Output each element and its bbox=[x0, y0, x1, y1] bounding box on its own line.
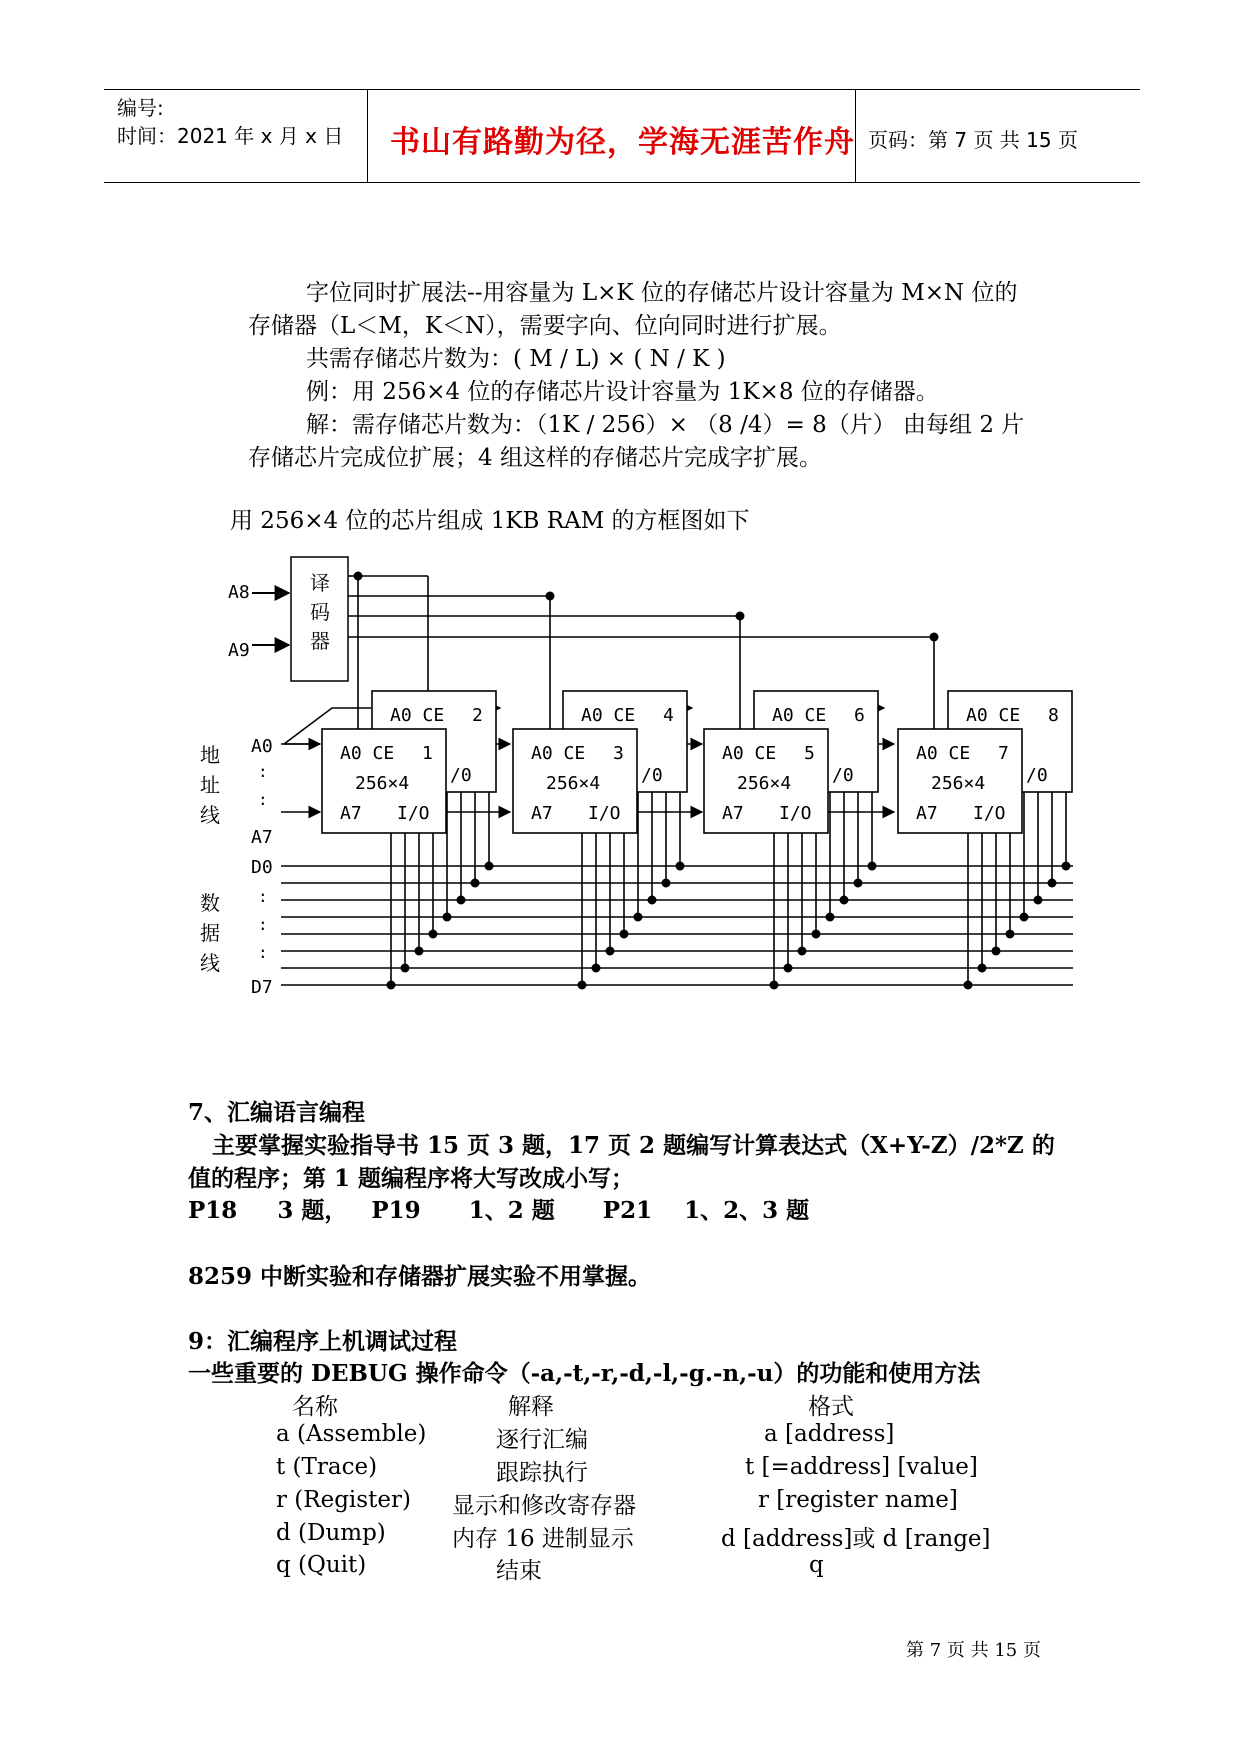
junction-dot bbox=[930, 633, 939, 642]
data-dot-2: : bbox=[258, 915, 268, 934]
debug-row-name: a (Assemble) bbox=[276, 1421, 427, 1447]
chip-size-label: 256×4 bbox=[931, 773, 986, 794]
junction-dot bbox=[798, 947, 807, 956]
debug-row-name: r (Register) bbox=[276, 1487, 411, 1513]
chip-a7-label: A7 bbox=[531, 803, 553, 824]
label-d7: D7 bbox=[251, 977, 273, 998]
junction-dot bbox=[485, 862, 494, 871]
chip-pin-label: A0 CE bbox=[390, 705, 445, 726]
chip-number: 7 bbox=[998, 743, 1009, 764]
decoder-char-3: 器 bbox=[310, 629, 330, 653]
chip-pin-label: A0 CE bbox=[916, 743, 971, 764]
addr-char-2: 址 bbox=[200, 773, 220, 797]
section9-subtitle: 一些重要的 DEBUG 操作命令（-a,-t,-r,-d,-l,-g.-n,-u）的功能和使用方法 bbox=[188, 1360, 981, 1387]
section7-line-3: P18 3 题， P19 1、2 题 P21 1、2、3 题 bbox=[188, 1197, 810, 1224]
chip-number: 4 bbox=[663, 705, 674, 726]
chip-io-label: I/O bbox=[397, 803, 430, 824]
chip-size-label: 256×4 bbox=[355, 773, 410, 794]
junction-dot bbox=[784, 964, 793, 973]
label-d0: D0 bbox=[251, 857, 273, 878]
label-a0: A0 bbox=[251, 736, 273, 757]
header-page-label: 页码：第 7 页 共 15 页 bbox=[868, 128, 1078, 152]
junction-dot bbox=[415, 947, 424, 956]
label-a9: A9 bbox=[228, 640, 250, 661]
chip-io-label: /0 bbox=[641, 765, 663, 786]
debug-row-name: d (Dump) bbox=[276, 1520, 386, 1546]
junction-dot bbox=[1020, 913, 1029, 922]
junction-dot bbox=[401, 964, 410, 973]
debug-row-desc: 逐行汇编 bbox=[496, 1427, 588, 1453]
junction-dot bbox=[964, 981, 973, 990]
junction-dot bbox=[736, 612, 745, 621]
intro-line-4: 例：用 256×4 位的存储芯片设计容量为 1K×8 位的存储器。 bbox=[306, 379, 939, 405]
intro-line-5: 解：需存储芯片数为：（1K / 256）× （8 /4）= 8（片） 由每组 2 片 bbox=[306, 412, 1025, 438]
chip-pin-label: A0 CE bbox=[772, 705, 827, 726]
junction-dot bbox=[620, 930, 629, 939]
section7-line-1: 主要掌握实验指导书 15 页 3 题，17 页 2 题编写计算表达式（X+Y-Z）/2*Z 的 bbox=[212, 1132, 1055, 1159]
junction-dot bbox=[868, 862, 877, 871]
debug-header-name: 名称 bbox=[292, 1394, 338, 1420]
debug-row-desc: 跟踪执行 bbox=[496, 1460, 588, 1486]
debug-row-format: t [=address] [value] bbox=[745, 1454, 978, 1480]
junction-dot bbox=[387, 981, 396, 990]
chip-number: 2 bbox=[472, 705, 483, 726]
data-char-3: 线 bbox=[200, 951, 220, 975]
debug-row-format: a [address] bbox=[764, 1421, 895, 1447]
debug-row-desc: 内存 16 进制显示 bbox=[452, 1526, 634, 1552]
chip-io-label: I/O bbox=[779, 803, 812, 824]
header-number-label: 编号: bbox=[117, 96, 164, 120]
chip-pin-label: A0 CE bbox=[340, 743, 395, 764]
chip-pin-label: A0 CE bbox=[531, 743, 586, 764]
junction-dot bbox=[840, 896, 849, 905]
chip-number: 6 bbox=[854, 705, 865, 726]
decoder-char-1: 译 bbox=[310, 571, 330, 595]
page-footer: 第 7 页 共 15 页 bbox=[906, 1640, 1041, 1661]
junction-dot bbox=[578, 981, 587, 990]
chip-a7-label: A7 bbox=[916, 803, 938, 824]
junction-dot bbox=[471, 879, 480, 888]
memory-chip-front bbox=[513, 729, 637, 833]
chip-size-label: 256×4 bbox=[737, 773, 792, 794]
decoder-char-2: 码 bbox=[310, 600, 330, 624]
junction-dot bbox=[854, 879, 863, 888]
junction-dot bbox=[634, 913, 643, 922]
junction-dot bbox=[1062, 862, 1071, 871]
section7-line-2: 值的程序；第 1 题编程序将大写改成小写； bbox=[188, 1165, 635, 1192]
data-dot-3: : bbox=[258, 943, 268, 962]
debug-header-format: 格式 bbox=[808, 1394, 854, 1420]
junction-dot bbox=[1034, 896, 1043, 905]
chip-number: 3 bbox=[613, 743, 624, 764]
chip-io-label: I/O bbox=[973, 803, 1006, 824]
chip-number: 5 bbox=[804, 743, 815, 764]
junction-dot bbox=[443, 913, 452, 922]
intro-line-2: 存储器（L＜M，K＜N），需要字向、位向同时进行扩展。 bbox=[248, 313, 842, 339]
chip-pin-label: A0 CE bbox=[722, 743, 777, 764]
junction-dot bbox=[592, 964, 601, 973]
note-8259: 8259 中断实验和存储器扩展实验不用掌握。 bbox=[188, 1263, 652, 1290]
debug-row-name: t (Trace) bbox=[276, 1454, 378, 1480]
debug-row-format: q bbox=[809, 1552, 824, 1578]
chip-io-label: /0 bbox=[450, 765, 472, 786]
memory-chip-front bbox=[322, 729, 446, 833]
label-a8: A8 bbox=[228, 582, 250, 603]
junction-dot bbox=[1006, 930, 1015, 939]
addr-char-1: 地 bbox=[200, 743, 220, 767]
chip-a7-label: A7 bbox=[340, 803, 362, 824]
intro-line-6: 存储芯片完成位扩展；4 组这样的存储芯片完成字扩展。 bbox=[248, 445, 822, 471]
header-time-label: 时间：2021 年 x 月 x 日 bbox=[117, 124, 344, 148]
chip-pin-label: A0 CE bbox=[581, 705, 636, 726]
junction-dot bbox=[648, 896, 657, 905]
header-motto: 书山有路勤为径，学海无涯苦作舟 bbox=[390, 125, 855, 160]
junction-dot bbox=[457, 896, 466, 905]
junction-dot bbox=[812, 930, 821, 939]
data-char-2: 据 bbox=[200, 921, 220, 945]
addr-dot-2: : bbox=[258, 790, 268, 809]
debug-row-format: r [register name] bbox=[758, 1487, 958, 1513]
junction-dot bbox=[992, 947, 1001, 956]
chip-io-label: /0 bbox=[832, 765, 854, 786]
junction-dot bbox=[676, 862, 685, 871]
chip-io-label: I/O bbox=[588, 803, 621, 824]
addr-char-3: 线 bbox=[200, 803, 220, 827]
chip-pin-label: A0 CE bbox=[966, 705, 1021, 726]
label-a7: A7 bbox=[251, 827, 273, 848]
junction-dot bbox=[662, 879, 671, 888]
junction-dot bbox=[429, 930, 438, 939]
debug-header-desc: 解释 bbox=[508, 1394, 554, 1420]
chip-a7-label: A7 bbox=[722, 803, 744, 824]
data-dot-1: : bbox=[258, 887, 268, 906]
diagram-caption: 用 256×4 位的芯片组成 1KB RAM 的方框图如下 bbox=[230, 508, 750, 534]
chip-size-label: 256×4 bbox=[546, 773, 601, 794]
junction-dot bbox=[606, 947, 615, 956]
junction-dot bbox=[770, 981, 779, 990]
section9-title: 9：汇编程序上机调试过程 bbox=[188, 1328, 458, 1355]
memory-chip-front bbox=[704, 729, 828, 833]
junction-dot bbox=[978, 964, 987, 973]
chip-io-label: /0 bbox=[1026, 765, 1048, 786]
junction-dot bbox=[1048, 879, 1057, 888]
addr-dot-1: : bbox=[258, 762, 268, 781]
debug-row-desc: 结束 bbox=[496, 1558, 542, 1584]
memory-chip-front bbox=[898, 729, 1022, 833]
section7-title: 7、汇编语言编程 bbox=[188, 1099, 366, 1126]
chip-number: 8 bbox=[1048, 705, 1059, 726]
debug-row-name: q (Quit) bbox=[276, 1552, 367, 1578]
intro-line-1: 字位同时扩展法--用容量为 L×K 位的存储芯片设计容量为 M×N 位的 bbox=[306, 280, 1018, 306]
intro-line-3: 共需存储芯片数为：( M / L) × ( N / K ) bbox=[306, 346, 726, 372]
debug-row-desc: 显示和修改寄存器 bbox=[452, 1493, 636, 1519]
chip-number: 1 bbox=[422, 743, 433, 764]
junction-dot bbox=[826, 913, 835, 922]
data-char-1: 数 bbox=[200, 891, 220, 915]
junction-dot bbox=[546, 592, 555, 601]
debug-row-format: d [address]或 d [range] bbox=[721, 1526, 991, 1552]
